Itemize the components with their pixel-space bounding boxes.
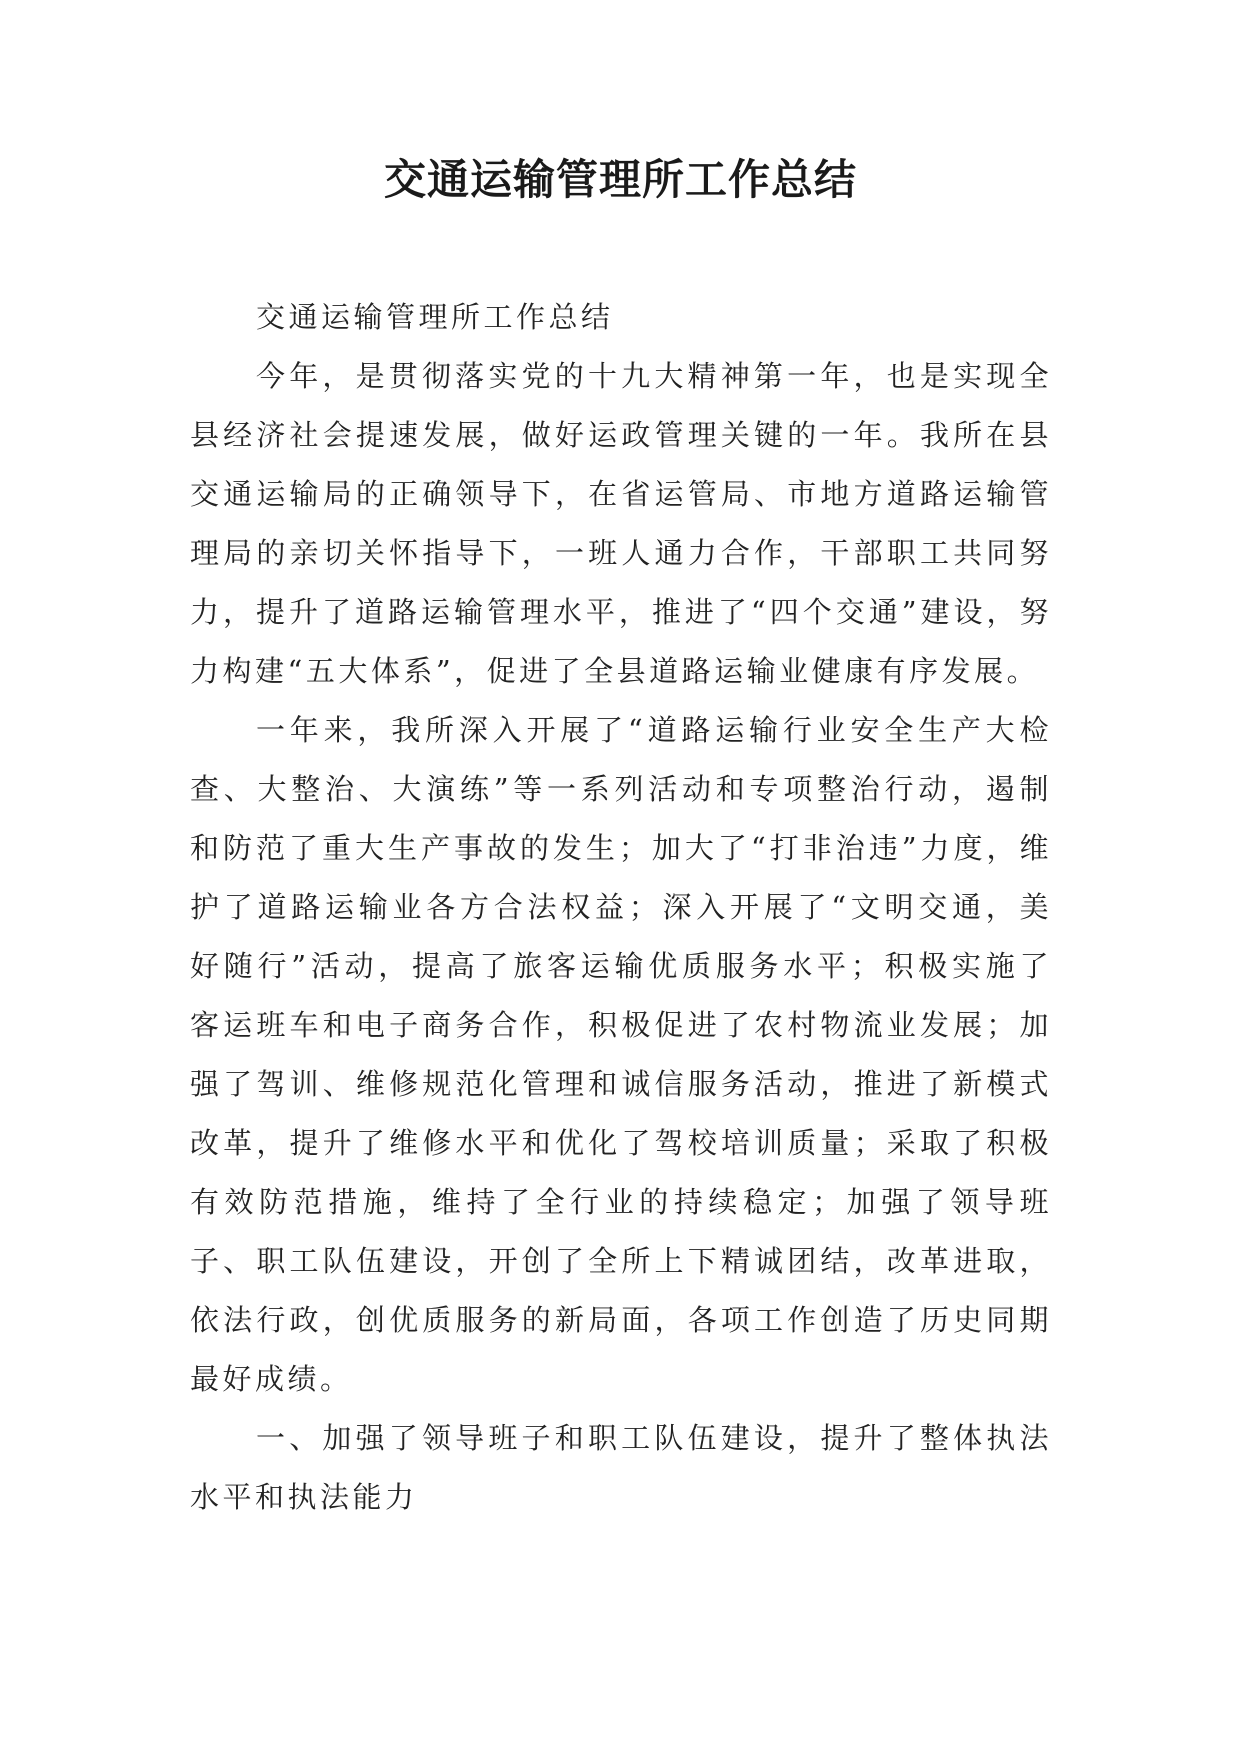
subtitle-paragraph: 交通运输管理所工作总结 [256,300,614,334]
document-body [190,288,1052,1527]
document-title: 交通运输管理所工作总结 [383,155,857,204]
summary-paragraph: 一年来，我所深入开展了“道路运输行业安全生产大检查、大整治、大演练”等一系列活动和专项整治行动，遏制和防范了重大生产事故的发生；加大了“打非治违”力度，维护了道路运输业各方合法权益；深入开展了“文明交通，美好随行”活动，提高了旅客运输优质服务水平；积极实施了客运班车和电子商务合作，积极促进了农村物流业发展；加强了驾训、维修规范化管理和诚信服务活动，推进了新模式改革，提升了维修水平和优化了驾校培训质量；采取了积极有效防范措施，维持了全行业的持续稳定；加强了领导班子、职工队伍建设，开创了全所上下精诚团结，改革进取，依法行政，创优质服务的新局面，各项工作创造了历史同期最好成绩。 [190,713,1052,1396]
section-heading-1: 一、加强了领导班子和职工队伍建设，提升了整体执法水平和执法能力 [190,1421,1052,1514]
intro-paragraph: 今年，是贯彻落实党的十九大精神第一年，也是实现全县经济社会提速发展，做好运政管理关键的一年。我所在县交通运输局的正确领导下，在省运管局、市地方道路运输管理局的亲切关怀指导下，一班人通力合作，干部职工共同努力，提升了道路运输管理水平，推进了“四个交通”建设，努力构建“五大体系”，促进了全县道路运输业健康有序发展。 [190,359,1052,688]
